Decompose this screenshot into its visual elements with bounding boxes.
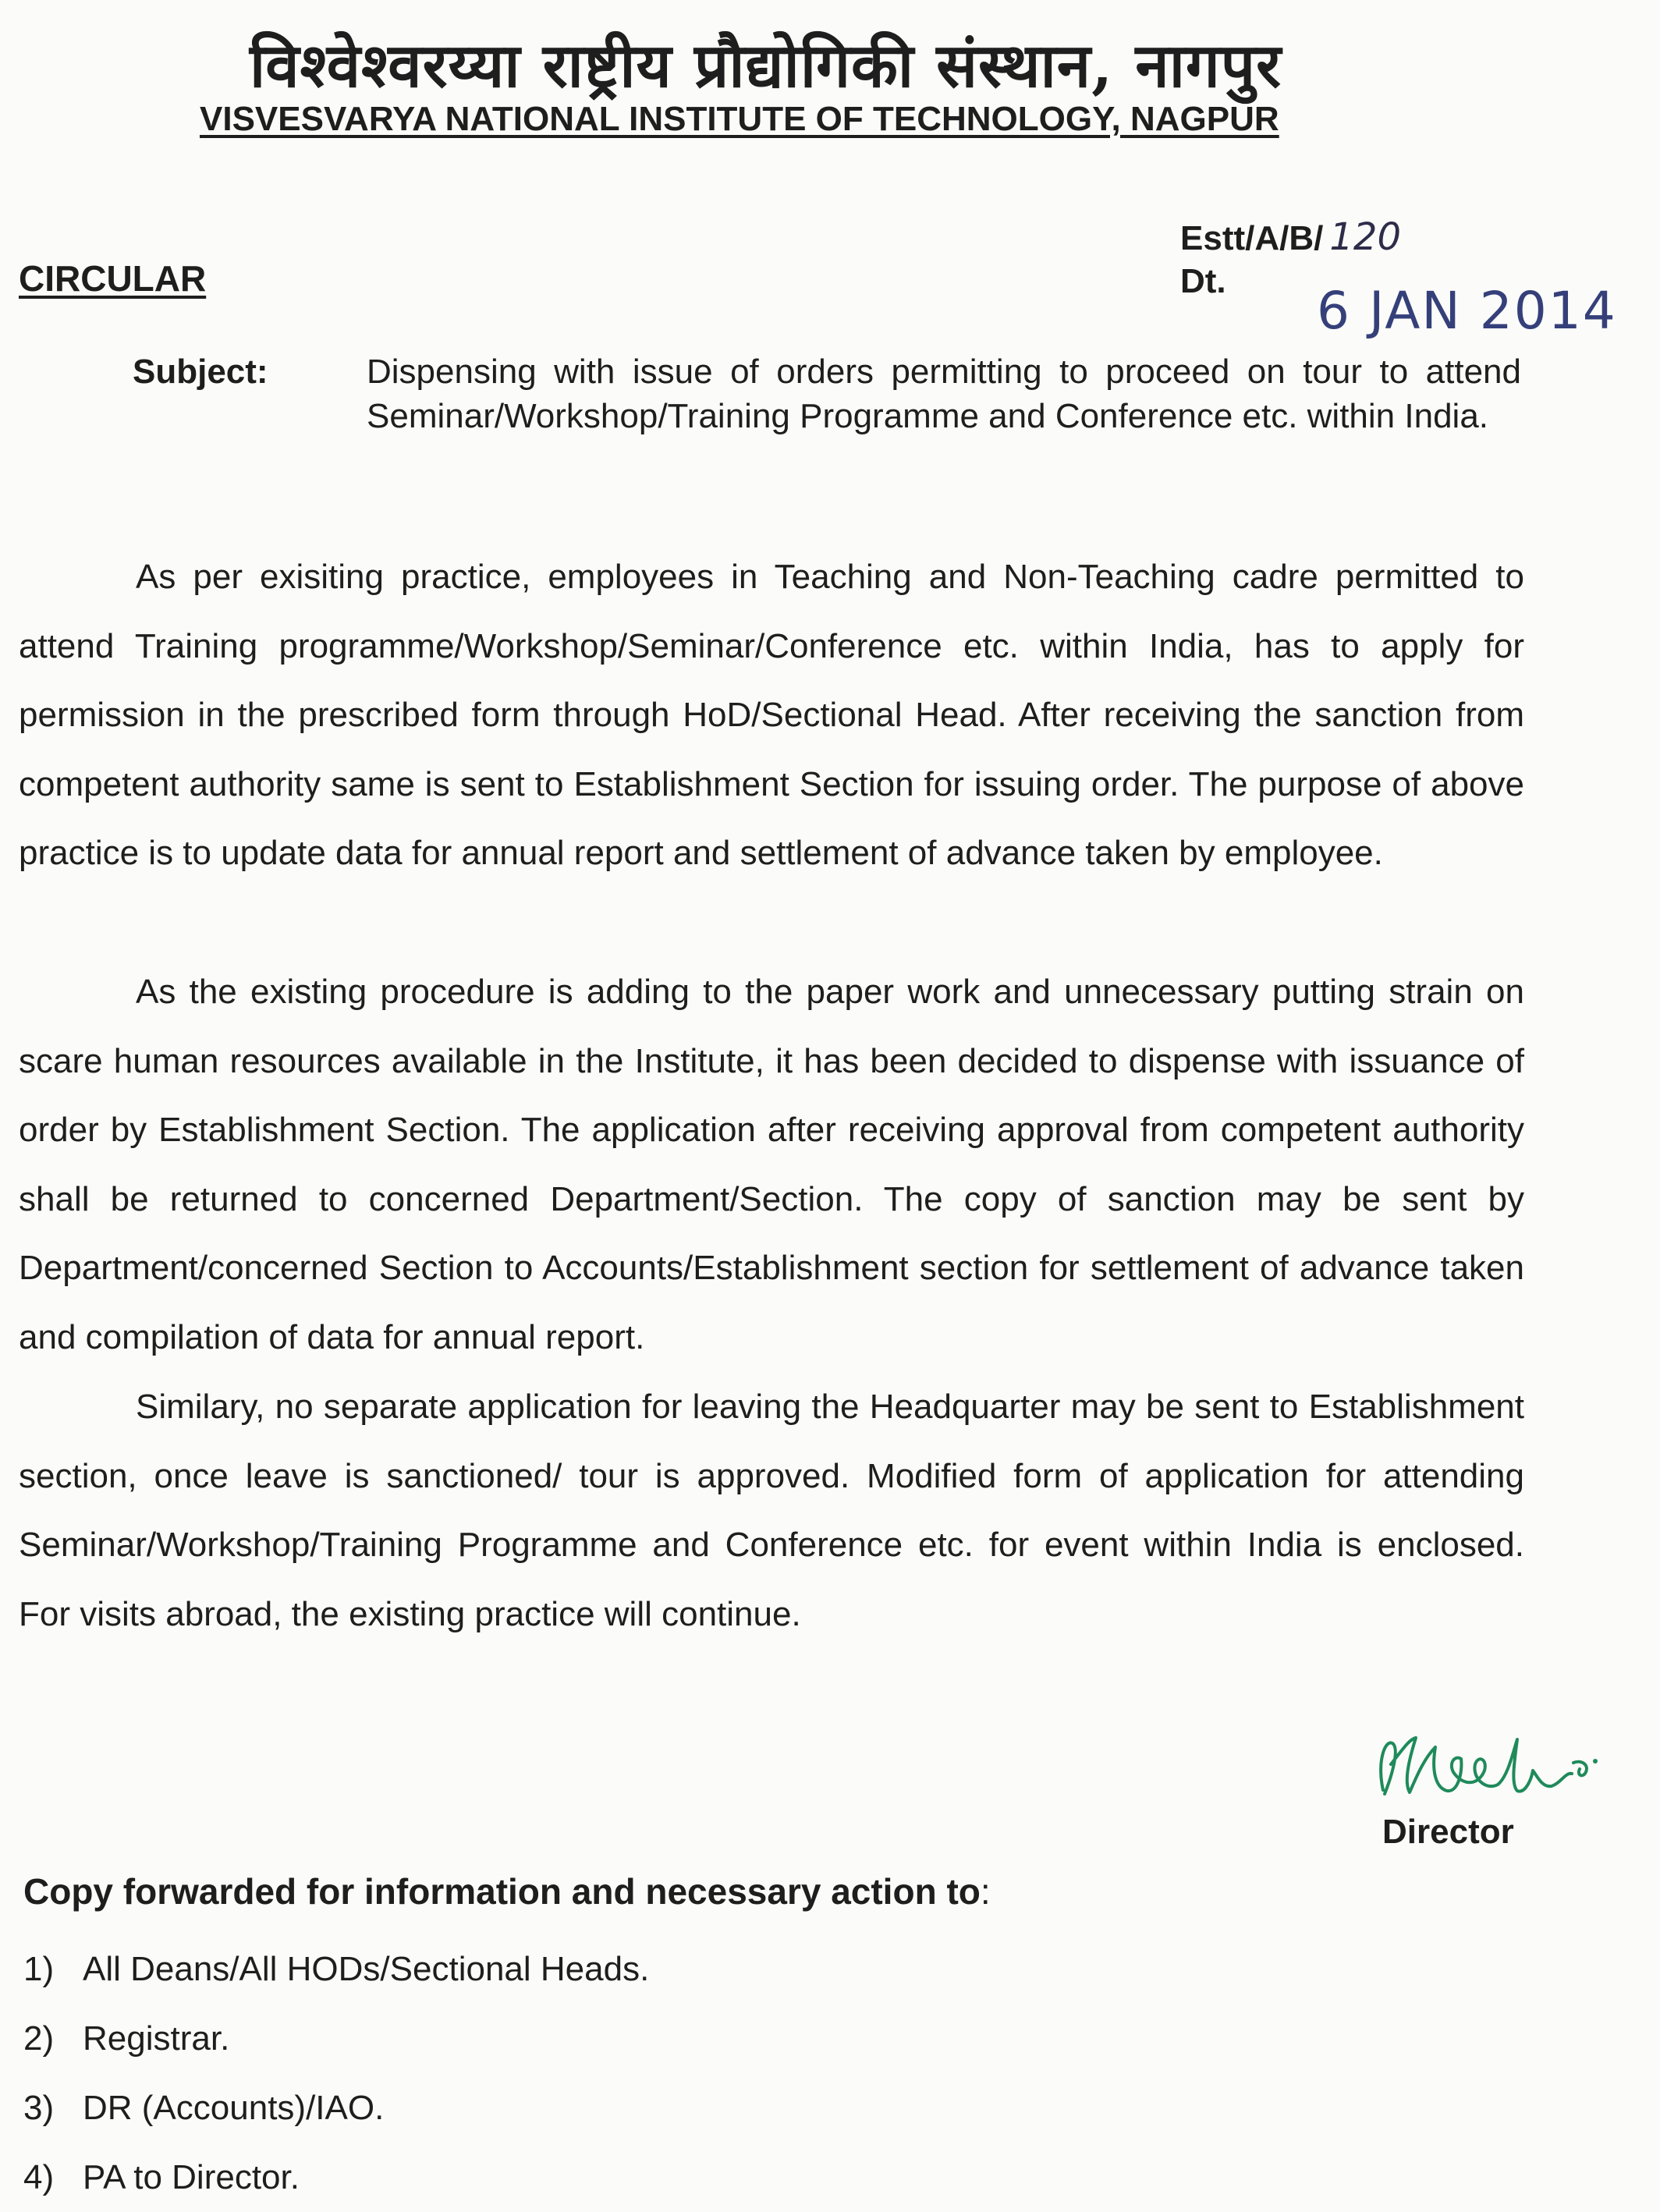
list-item-number: 3) (23, 2089, 55, 2127)
list-item (23, 2073, 649, 2143)
signatory-designation: Director (1382, 1813, 1514, 1851)
copy-forwarded-heading-colon: : (980, 1871, 991, 1912)
hindi-institute-title: विश्वेश्वरय्या राष्ट्रीय प्रौद्योगिकी संस्थान, नागपुर (250, 30, 1282, 101)
subject-label: Subject: (133, 353, 268, 391)
date-label: Dt. (1180, 262, 1226, 300)
list-item-number: 2) (23, 2019, 55, 2058)
body-paragraph-3: Similary, no separate application for leaving the Headquarter may be sent to Establishment section, once leave is sanctioned/ tour is approved. Modified form of application for attending Seminar/Workshop/Training Programme and Conference etc. for event within India is enclosed. For visits abroad, the existing practice will continue. (19, 1388, 1524, 1633)
english-institute-title: VISVESVARYA NATIONAL INSTITUTE OF TECHNOLOGY, NAGPUR (200, 100, 1279, 138)
reference-prefix: Estt/A/B/ (1180, 219, 1324, 257)
circular-label: CIRCULAR (19, 258, 207, 299)
director-signature (1361, 1716, 1626, 1817)
copy-forwarded-heading-text: Copy forwarded for information and necessary action to (23, 1871, 981, 1912)
list-item-text: PA to Director. (83, 2158, 300, 2196)
list-item-text: All Deans/All HODs/Sectional Heads. (83, 1950, 650, 1988)
list-item-number: 4) (23, 2158, 55, 2196)
body-paragraph-2: As the existing procedure is adding to the paper work and unnecessary putting strain on scare human resources available in the Institute, it has been decided to dispense with issuance of order by Establishment Section. The application after receiving approval from competent authority shall be returned to concerned Department/Section. The copy of sanction may be sent by Department/concerned Section to Accounts/Establishment section for settlement of advance taken and compilation of data for annual report. (19, 973, 1524, 1356)
reference-number (1180, 215, 1401, 259)
list-item (23, 2143, 649, 2212)
list-item (23, 2004, 649, 2073)
list-item (23, 1934, 649, 2004)
copy-recipient-list (23, 1934, 649, 2212)
list-item-number: 1) (23, 1950, 55, 1988)
body-paragraph-1: As per exisiting practice, employees in Teaching and Non-Teaching cadre permitted to attend Training programme/Workshop/Seminar/Conference etc. within India, has to apply for permission in the prescribed form through HoD/Sectional Head. After receiving the sanction from competent authority same is sent to Establishment Section for issuing order. The purpose of above practice is to update data for annual report and settlement of advance taken by employee. (19, 558, 1524, 872)
subject-text: Dispensing with issue of orders permitting to proceed on tour to attend Seminar/Workshop/Training Programme and Conference etc. within India. (367, 353, 1521, 435)
list-item-text: DR (Accounts)/IAO. (83, 2089, 385, 2127)
date-stamp: 6 JAN 2014 (1317, 281, 1617, 341)
copy-forwarded-heading (23, 1870, 991, 1912)
list-item-text: Registrar. (83, 2019, 230, 2058)
reference-handwritten-number: 120 (1329, 215, 1401, 259)
